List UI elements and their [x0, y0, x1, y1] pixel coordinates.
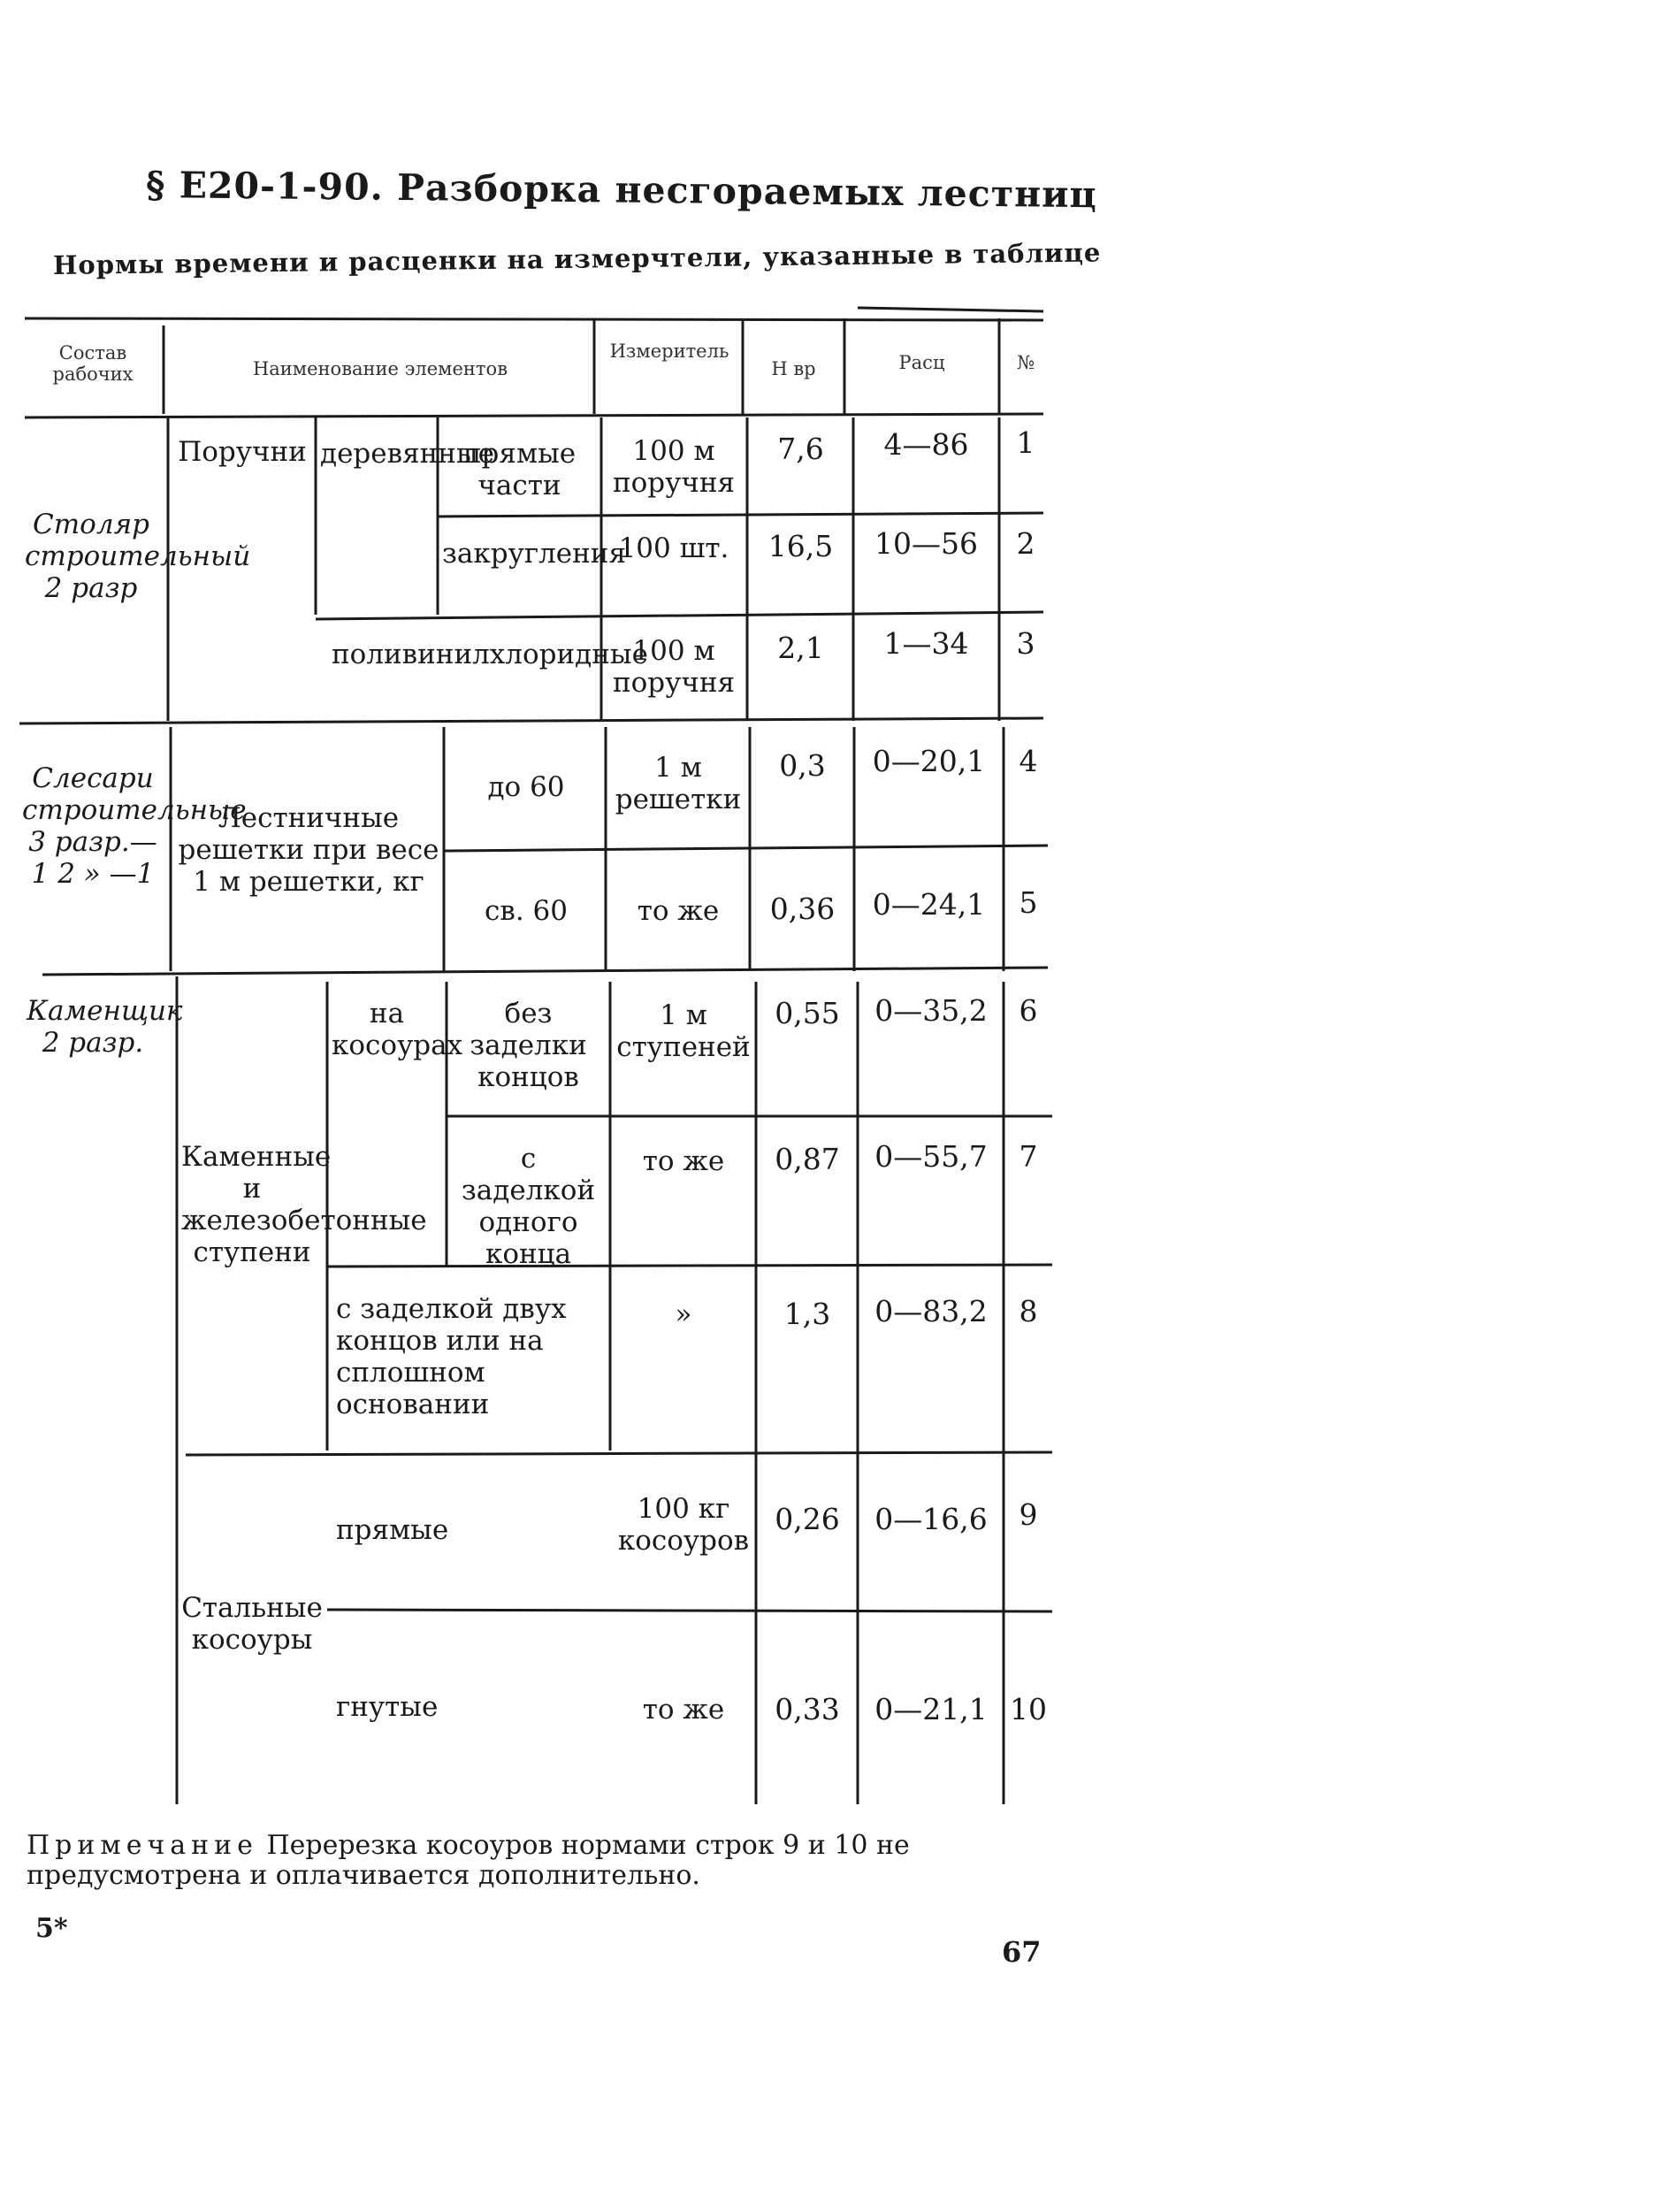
element-pvc: поливинилхлоридные [332, 639, 648, 670]
row10-norm: 0,33 [775, 1692, 840, 1726]
element-on-stringers: на косоурах [332, 998, 463, 1061]
group-fitters: Слесари строительные 3 разр.—1 2 » —1 [22, 762, 247, 890]
row3-no: 3 [1016, 626, 1035, 661]
header-rate: Расц [898, 352, 945, 373]
footnote [27, 1831, 1043, 1891]
row5-norm: 0,36 [769, 892, 836, 926]
row9-unit: 100 кг косоуров [617, 1493, 750, 1557]
row6-norm: 0,55 [775, 996, 840, 1030]
footnote-label: Примечание [27, 1830, 258, 1861]
element-straight-parts: прямые части [462, 438, 577, 501]
table-top-rule [858, 308, 1043, 311]
page-number: 67 [1002, 1935, 1042, 1969]
table-caption: Нормы времени и расценки на измерчтели, указанные в таблице [52, 237, 1102, 280]
element-over60: св. 60 [485, 895, 568, 927]
element-roundings: закругления [442, 538, 627, 570]
signature-mark: 5* [35, 1913, 68, 1944]
header-top-rule [25, 318, 1043, 320]
element-bent: гнутые [336, 1691, 439, 1723]
row10-rate: 0—21,1 [874, 1692, 988, 1726]
row6-no: 6 [1019, 993, 1038, 1028]
header-no: № [1017, 352, 1035, 373]
row2-rate: 10—56 [874, 526, 978, 561]
row1-unit: 100 м поручня [612, 435, 736, 499]
row1-no: 1 [1016, 425, 1035, 460]
row8-no: 8 [1019, 1294, 1038, 1328]
header-norm: Н вр [771, 358, 816, 379]
row1-norm: 7,6 [777, 432, 824, 466]
row4-no: 4 [1019, 744, 1038, 778]
header-unit: Измеритель [609, 341, 729, 362]
header-elements: Наименование элементов [252, 358, 508, 379]
element-gratings: Лестничные решетки при весе 1 м решетки, кг [178, 802, 439, 898]
element-handrails: Поручни [178, 436, 307, 468]
row5-no: 5 [1019, 885, 1038, 920]
row3-unit: 100 м поручня [612, 635, 736, 699]
row8-rate: 0—83,2 [874, 1294, 988, 1328]
row10-no: 10 [1010, 1692, 1047, 1726]
header-bottom-rule [25, 414, 1043, 417]
row3-norm: 2,1 [777, 631, 824, 665]
element-steel-stringers: Стальные косоуры [181, 1592, 323, 1656]
element-wooden: деревянные [320, 438, 494, 470]
row9-no: 9 [1019, 1497, 1038, 1532]
row1-rate: 4—86 [883, 427, 969, 462]
row6-rate: 0—35,2 [874, 993, 988, 1028]
header-workers: Состав рабочих [52, 342, 134, 385]
group-mason: Каменщик 2 разр. [27, 995, 183, 1059]
row7-no: 7 [1019, 1139, 1038, 1174]
page-title: § Е20-1-90. Разборка несгораемых лестниц [145, 164, 1098, 217]
row6-unit: 1 м ступеней [616, 999, 751, 1063]
row8-norm: 1,3 [783, 1297, 831, 1331]
row4-rate: 0—20,1 [872, 744, 986, 778]
row10-unit: то же [642, 1694, 725, 1726]
row8-unit: » [675, 1298, 692, 1330]
row3-rate: 1—34 [883, 626, 969, 661]
row7-norm: 0,87 [775, 1142, 840, 1176]
element-no-embed: без заделки концов [470, 998, 587, 1093]
row4-unit: 1 м решетки [615, 752, 742, 815]
row2-norm: 16,5 [767, 529, 834, 563]
row5-unit: то же [637, 895, 720, 927]
row9-rate: 0—16,6 [874, 1502, 988, 1536]
row9-norm: 0,26 [775, 1502, 840, 1536]
row2-no: 2 [1016, 526, 1035, 561]
element-upto60: до 60 [487, 771, 565, 803]
element-stone-steps: Каменные и железобетонные ступени [181, 1141, 427, 1268]
row2-unit: 100 шт. [618, 532, 729, 564]
row4-norm: 0,3 [779, 748, 826, 783]
group-carpenter: Столяр строительный 2 разр [25, 509, 251, 604]
element-one-end: с заделкой одного конца [461, 1143, 596, 1270]
row5-rate: 0—24,1 [872, 887, 986, 922]
footnote-text: Перерезка косоуров нормами строк 9 и 10 не предусмотрена и оплачивается дополнительно. [27, 1830, 910, 1891]
element-two-ends: с заделкой двух концов или на сплошном основании [336, 1293, 567, 1420]
element-straight: прямые [336, 1514, 449, 1546]
row7-rate: 0—55,7 [874, 1139, 988, 1174]
row7-unit: то же [642, 1145, 725, 1177]
